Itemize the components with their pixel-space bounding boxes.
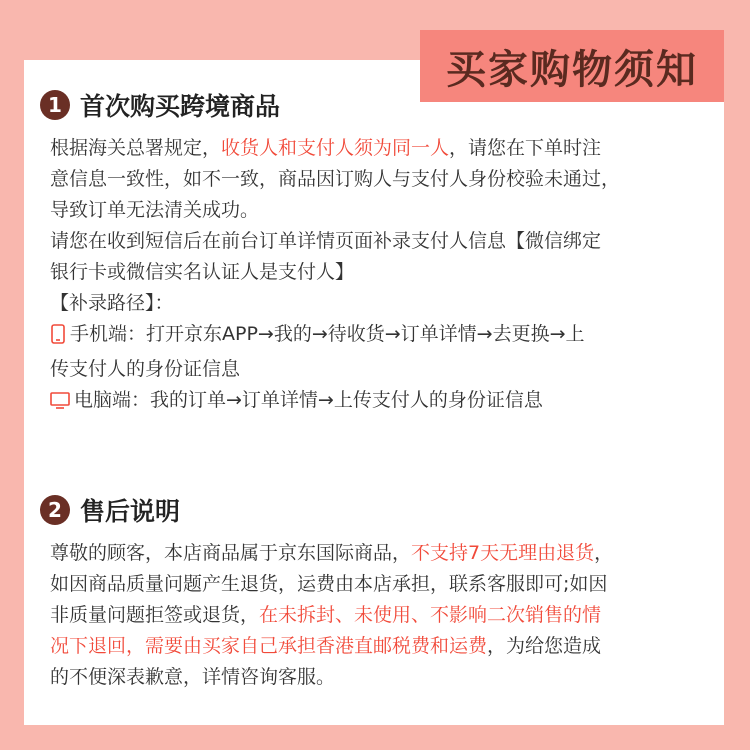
- highlight-text: 收货人和支付人须为同一人: [221, 137, 450, 159]
- section1-line5: 银行卡或微信实名认证人是支付人】: [50, 261, 355, 283]
- section1-line3: 导致订单无法清关成功。: [50, 199, 260, 221]
- text-segment: ，: [594, 542, 614, 564]
- section2-line3: [50, 600, 712, 631]
- section1-line4: 请您在收到短信后在前台订单详情页面补录支付人信息【微信绑定: [50, 230, 602, 252]
- pc-path-text: 电脑端：我的订单→订单详情→上传支付人的身份证信息: [74, 389, 543, 411]
- section1-body: [50, 133, 712, 420]
- section1-title: 首次购买跨境商品: [80, 92, 281, 121]
- section2-header: [40, 492, 180, 528]
- section2-number-badge: 2: [40, 495, 70, 525]
- monitor-icon: [50, 389, 70, 420]
- highlight-text: 况下退回，需要由买家自己承担香港直邮税费和运费: [50, 635, 488, 657]
- text-segment: 根据海关总署规定，: [50, 137, 222, 159]
- mobile-phone-icon: [50, 323, 66, 354]
- mobile-path-line1: [50, 319, 712, 354]
- text-segment: ，为给您造成: [487, 635, 602, 657]
- highlight-text: 不支持7天无理由退货: [411, 542, 595, 564]
- section1-header: [40, 87, 280, 123]
- section1-number-badge: 1: [40, 90, 70, 120]
- section2-line4: [50, 631, 712, 662]
- section2-line5: 的不便深表歉意，详情咨询客服。: [50, 666, 336, 688]
- section1-line2: 意信息一致性，如不一致，商品因订购人与支付人身份校验未通过，: [50, 168, 621, 190]
- path-label: 【补录路径】：: [50, 292, 174, 314]
- section1-line1: [50, 133, 712, 164]
- text-segment: 非质量问题拒签或退货，: [50, 604, 260, 626]
- banner-title: 买家购物须知: [446, 46, 698, 93]
- mobile-path-text: 手机端：打开京东APP→我的→待收货→订单详情→去更换→上: [70, 323, 585, 345]
- title-banner: [420, 30, 724, 102]
- mobile-path-line2: 传支付人的身份证信息: [50, 358, 241, 380]
- section2-body: [50, 538, 712, 693]
- text-segment: 尊敬的顾客，本店商品属于京东国际商品，: [50, 542, 412, 564]
- section2-title: 售后说明: [80, 497, 181, 526]
- section2-line1: [50, 538, 712, 569]
- pc-path-line: [50, 385, 712, 420]
- text-segment: ，请您在下单时注: [449, 137, 602, 159]
- section2-line2: 如因商品质量问题产生退货，运费由本店承担，联系客服即可;如因: [50, 573, 608, 595]
- highlight-text: 在未拆封、未使用、不影响二次销售的情: [259, 604, 602, 626]
